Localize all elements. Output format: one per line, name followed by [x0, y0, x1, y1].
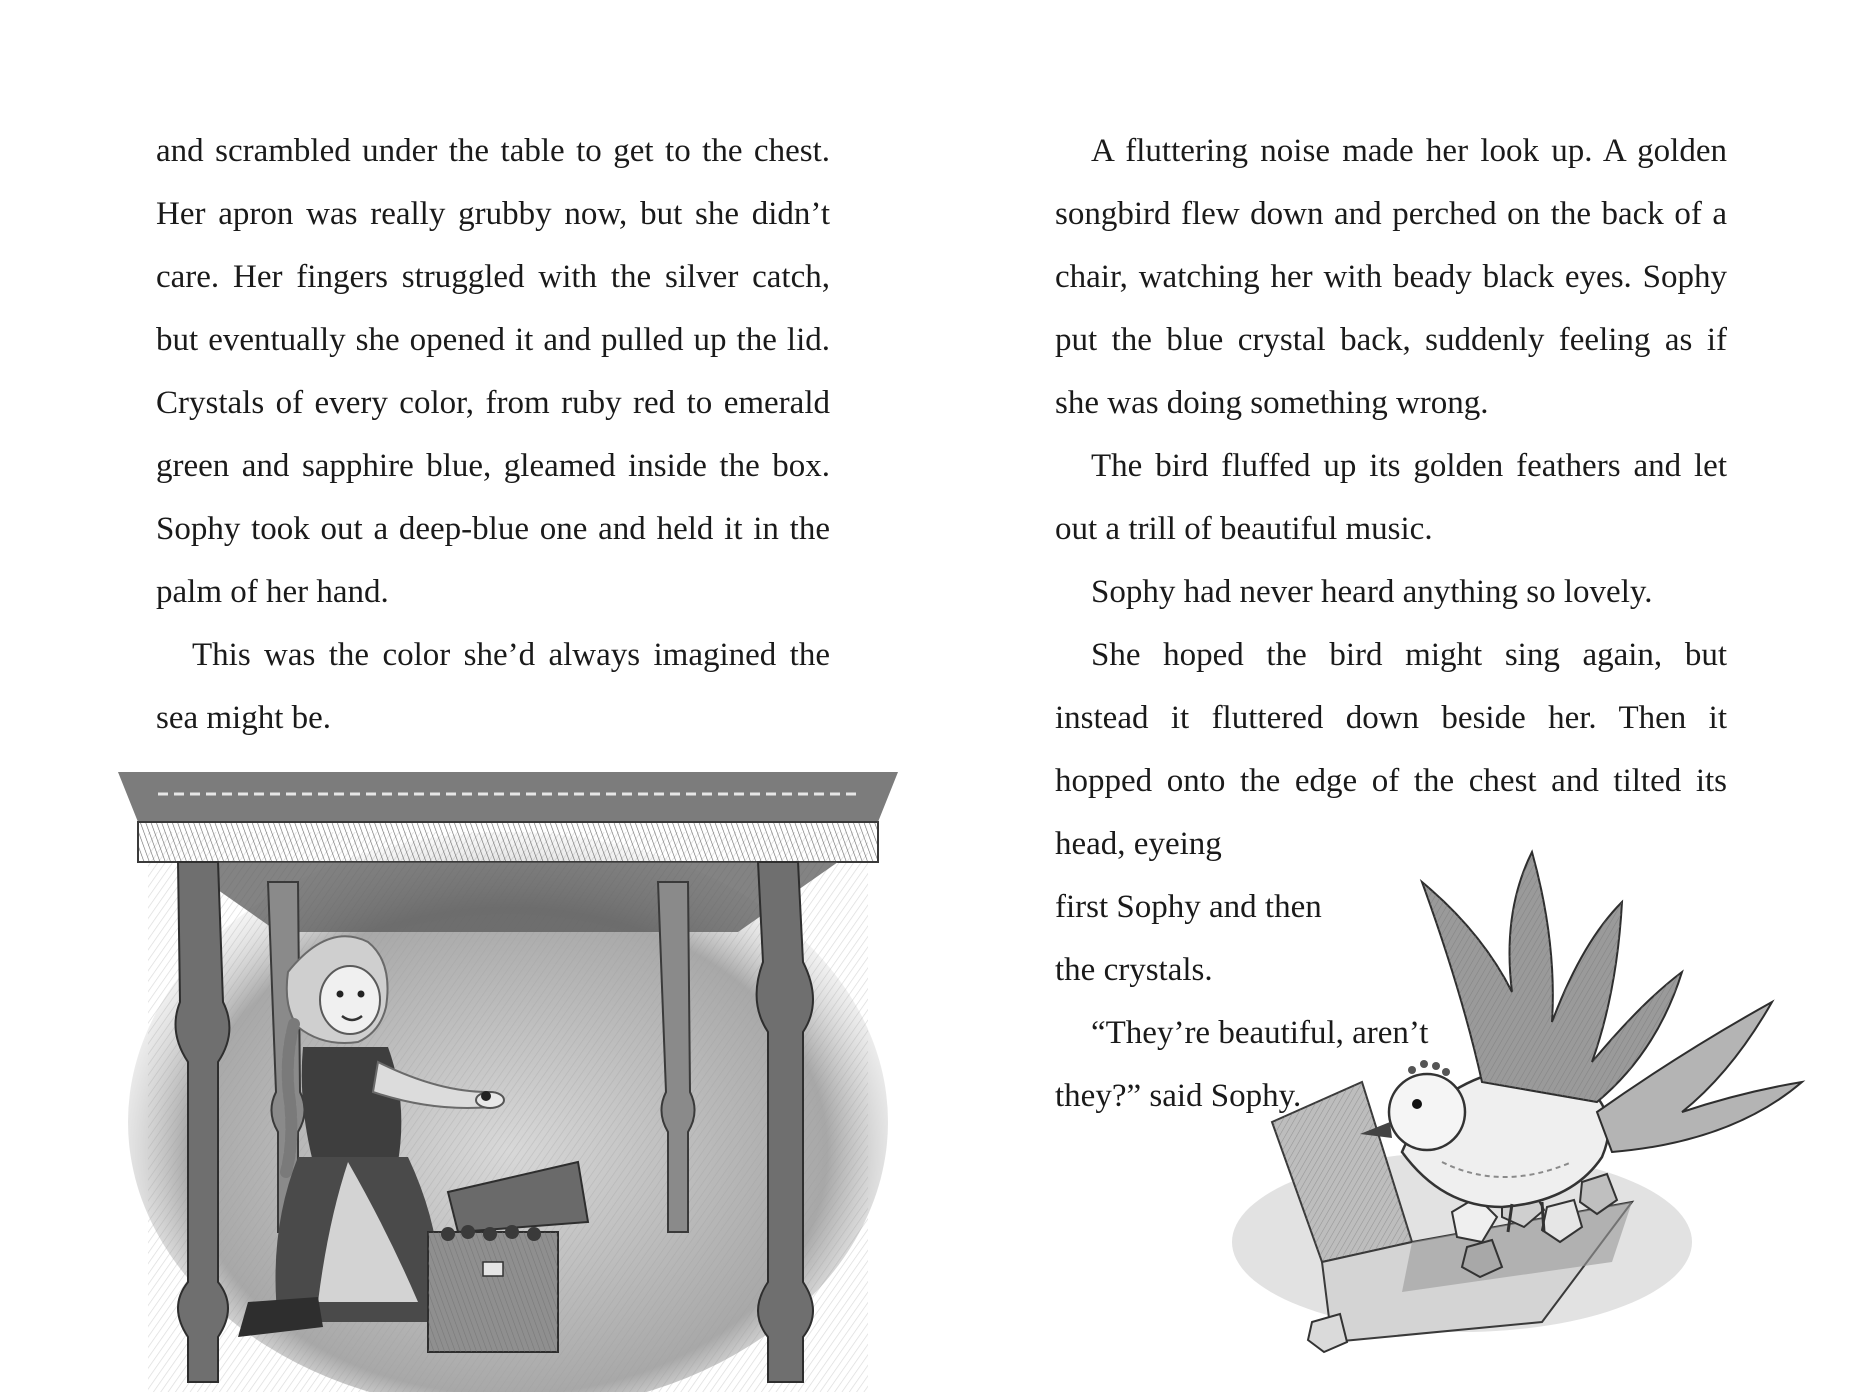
paragraph: The bird fluffed up its golden feathers and let out a trill of beautiful music.	[1055, 448, 1727, 547]
paragraph: This was the color she’d always imagined the sea might be.	[156, 637, 830, 736]
paragraph: She hoped the bird might sing again, but instead it fluttered down beside her. Then it hopped onto the edge of the chest and tilted its head, eyeing	[1055, 637, 1727, 862]
paragraph: A fluttering noise made her look up. A golden songbird flew down and perched on the back of a chair, watching her with beady black eyes. Sophy put the blue crystal back, suddenly feeling as if she was doing something wrong.	[1055, 133, 1727, 421]
left-page-text	[156, 120, 830, 750]
girl-under-table-illustration-icon	[118, 762, 898, 1392]
text-line: first Sophy and then	[1055, 889, 1322, 925]
dialogue-line: “They’re beautiful, aren’t	[1091, 1015, 1429, 1051]
paragraph: Sophy had never heard anything so lovely.	[1091, 574, 1653, 610]
paragraph: and scrambled under the table to get to the chest. Her apron was really grubby now, but she didn’t care. Her fingers struggled with the silver catch, but eventually she opened it and pulled up the lid. Crystals of every color, from ruby red to emerald green and sapphire blue, gleamed inside the box. Sophy took out a deep-blue one and held it in the palm of her hand.	[156, 133, 830, 610]
songbird-on-chest-illustration-icon	[1212, 822, 1818, 1387]
dialogue-line: they?” said Sophy.	[1055, 1078, 1302, 1114]
text-line: the crystals.	[1055, 952, 1213, 988]
